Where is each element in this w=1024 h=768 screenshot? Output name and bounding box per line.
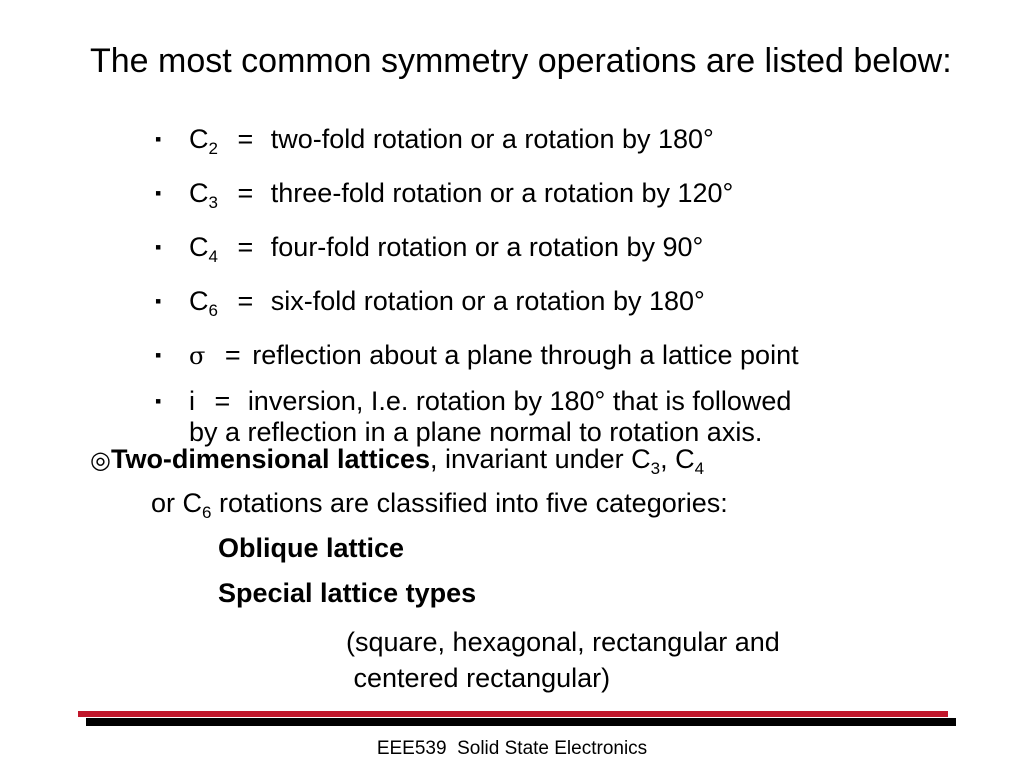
equals-sign: = — [224, 340, 241, 370]
operation-symbol: C — [189, 124, 209, 154]
slide-title: The most common symmetry operations are listed below: — [90, 42, 952, 80]
two-dimensional-lattices-paragraph — [90, 442, 970, 530]
footer-course-title: EEE539 Solid State Electronics — [376, 738, 648, 759]
operation-subscript: 6 — [208, 301, 218, 320]
operation-subscript: 3 — [208, 193, 218, 212]
equals-sign: = — [237, 286, 254, 316]
square-bullet-icon: ▪ — [155, 345, 162, 365]
operation-symbol: i — [189, 386, 195, 416]
operation-description-continued: by a reflection in a plane normal to rotation axis. — [189, 417, 763, 447]
paragraph-text: , C — [660, 444, 695, 474]
operation-symbol: σ — [189, 342, 206, 370]
paragraph-text: or C — [151, 488, 203, 518]
list-item-c6 — [155, 286, 985, 326]
two-dimensional-lattices-heading: Two-dimensional lattices — [110, 444, 431, 474]
square-bullet-icon: ▪ — [155, 129, 162, 149]
paragraph-text: , invariant under C — [430, 444, 651, 474]
operation-description: reflection about a plane through a lattice point — [252, 340, 799, 370]
subscript: 4 — [694, 459, 705, 478]
equals-sign: = — [237, 124, 254, 154]
symmetry-operations-list — [155, 124, 985, 462]
paragraph-text: rotations are classified into five categories: — [211, 488, 728, 518]
equals-sign: = — [237, 232, 254, 262]
square-bullet-icon: ▪ — [155, 237, 162, 257]
paragraph-second-line — [90, 486, 970, 530]
operation-subscript: 2 — [208, 139, 218, 158]
footer-rule-black — [86, 718, 956, 726]
operation-symbol: C — [189, 286, 209, 316]
square-bullet-icon: ▪ — [155, 391, 162, 411]
bullseye-bullet-icon: ◎ — [90, 447, 111, 474]
subscript: 3 — [650, 459, 661, 478]
oblique-lattice-label: Oblique lattice — [218, 533, 405, 563]
square-bullet-icon: ▪ — [155, 291, 162, 311]
special-lattice-types-label: Special lattice types — [218, 578, 477, 608]
operation-symbol: C — [189, 178, 209, 208]
operation-description: inversion, I.e. rotation by 180° that is followed — [247, 386, 792, 416]
operation-description: six-fold rotation or a rotation by 180° — [270, 286, 705, 316]
operation-description: four-fold rotation or a rotation by 90° — [270, 232, 704, 262]
list-item-inversion — [155, 386, 985, 448]
operation-subscript: 4 — [208, 247, 218, 266]
operation-description: three-fold rotation or a rotation by 120° — [270, 178, 734, 208]
operation-symbol: C — [189, 232, 209, 262]
equals-sign: = — [214, 386, 231, 416]
list-item-c2 — [155, 124, 985, 164]
subscript: 6 — [202, 503, 212, 522]
list-item-c3 — [155, 178, 985, 218]
equals-sign: = — [237, 178, 254, 208]
list-item-c4 — [155, 232, 985, 272]
special-lattice-list-line1: (square, hexagonal, rectangular and — [346, 627, 780, 657]
footer-rule-red — [78, 711, 948, 717]
operation-description: two-fold rotation or a rotation by 180° — [270, 124, 714, 154]
special-lattice-list — [346, 624, 780, 696]
square-bullet-icon: ▪ — [155, 183, 162, 203]
special-lattice-list-line2: centered rectangular) — [346, 663, 611, 693]
list-item-sigma — [155, 340, 985, 372]
